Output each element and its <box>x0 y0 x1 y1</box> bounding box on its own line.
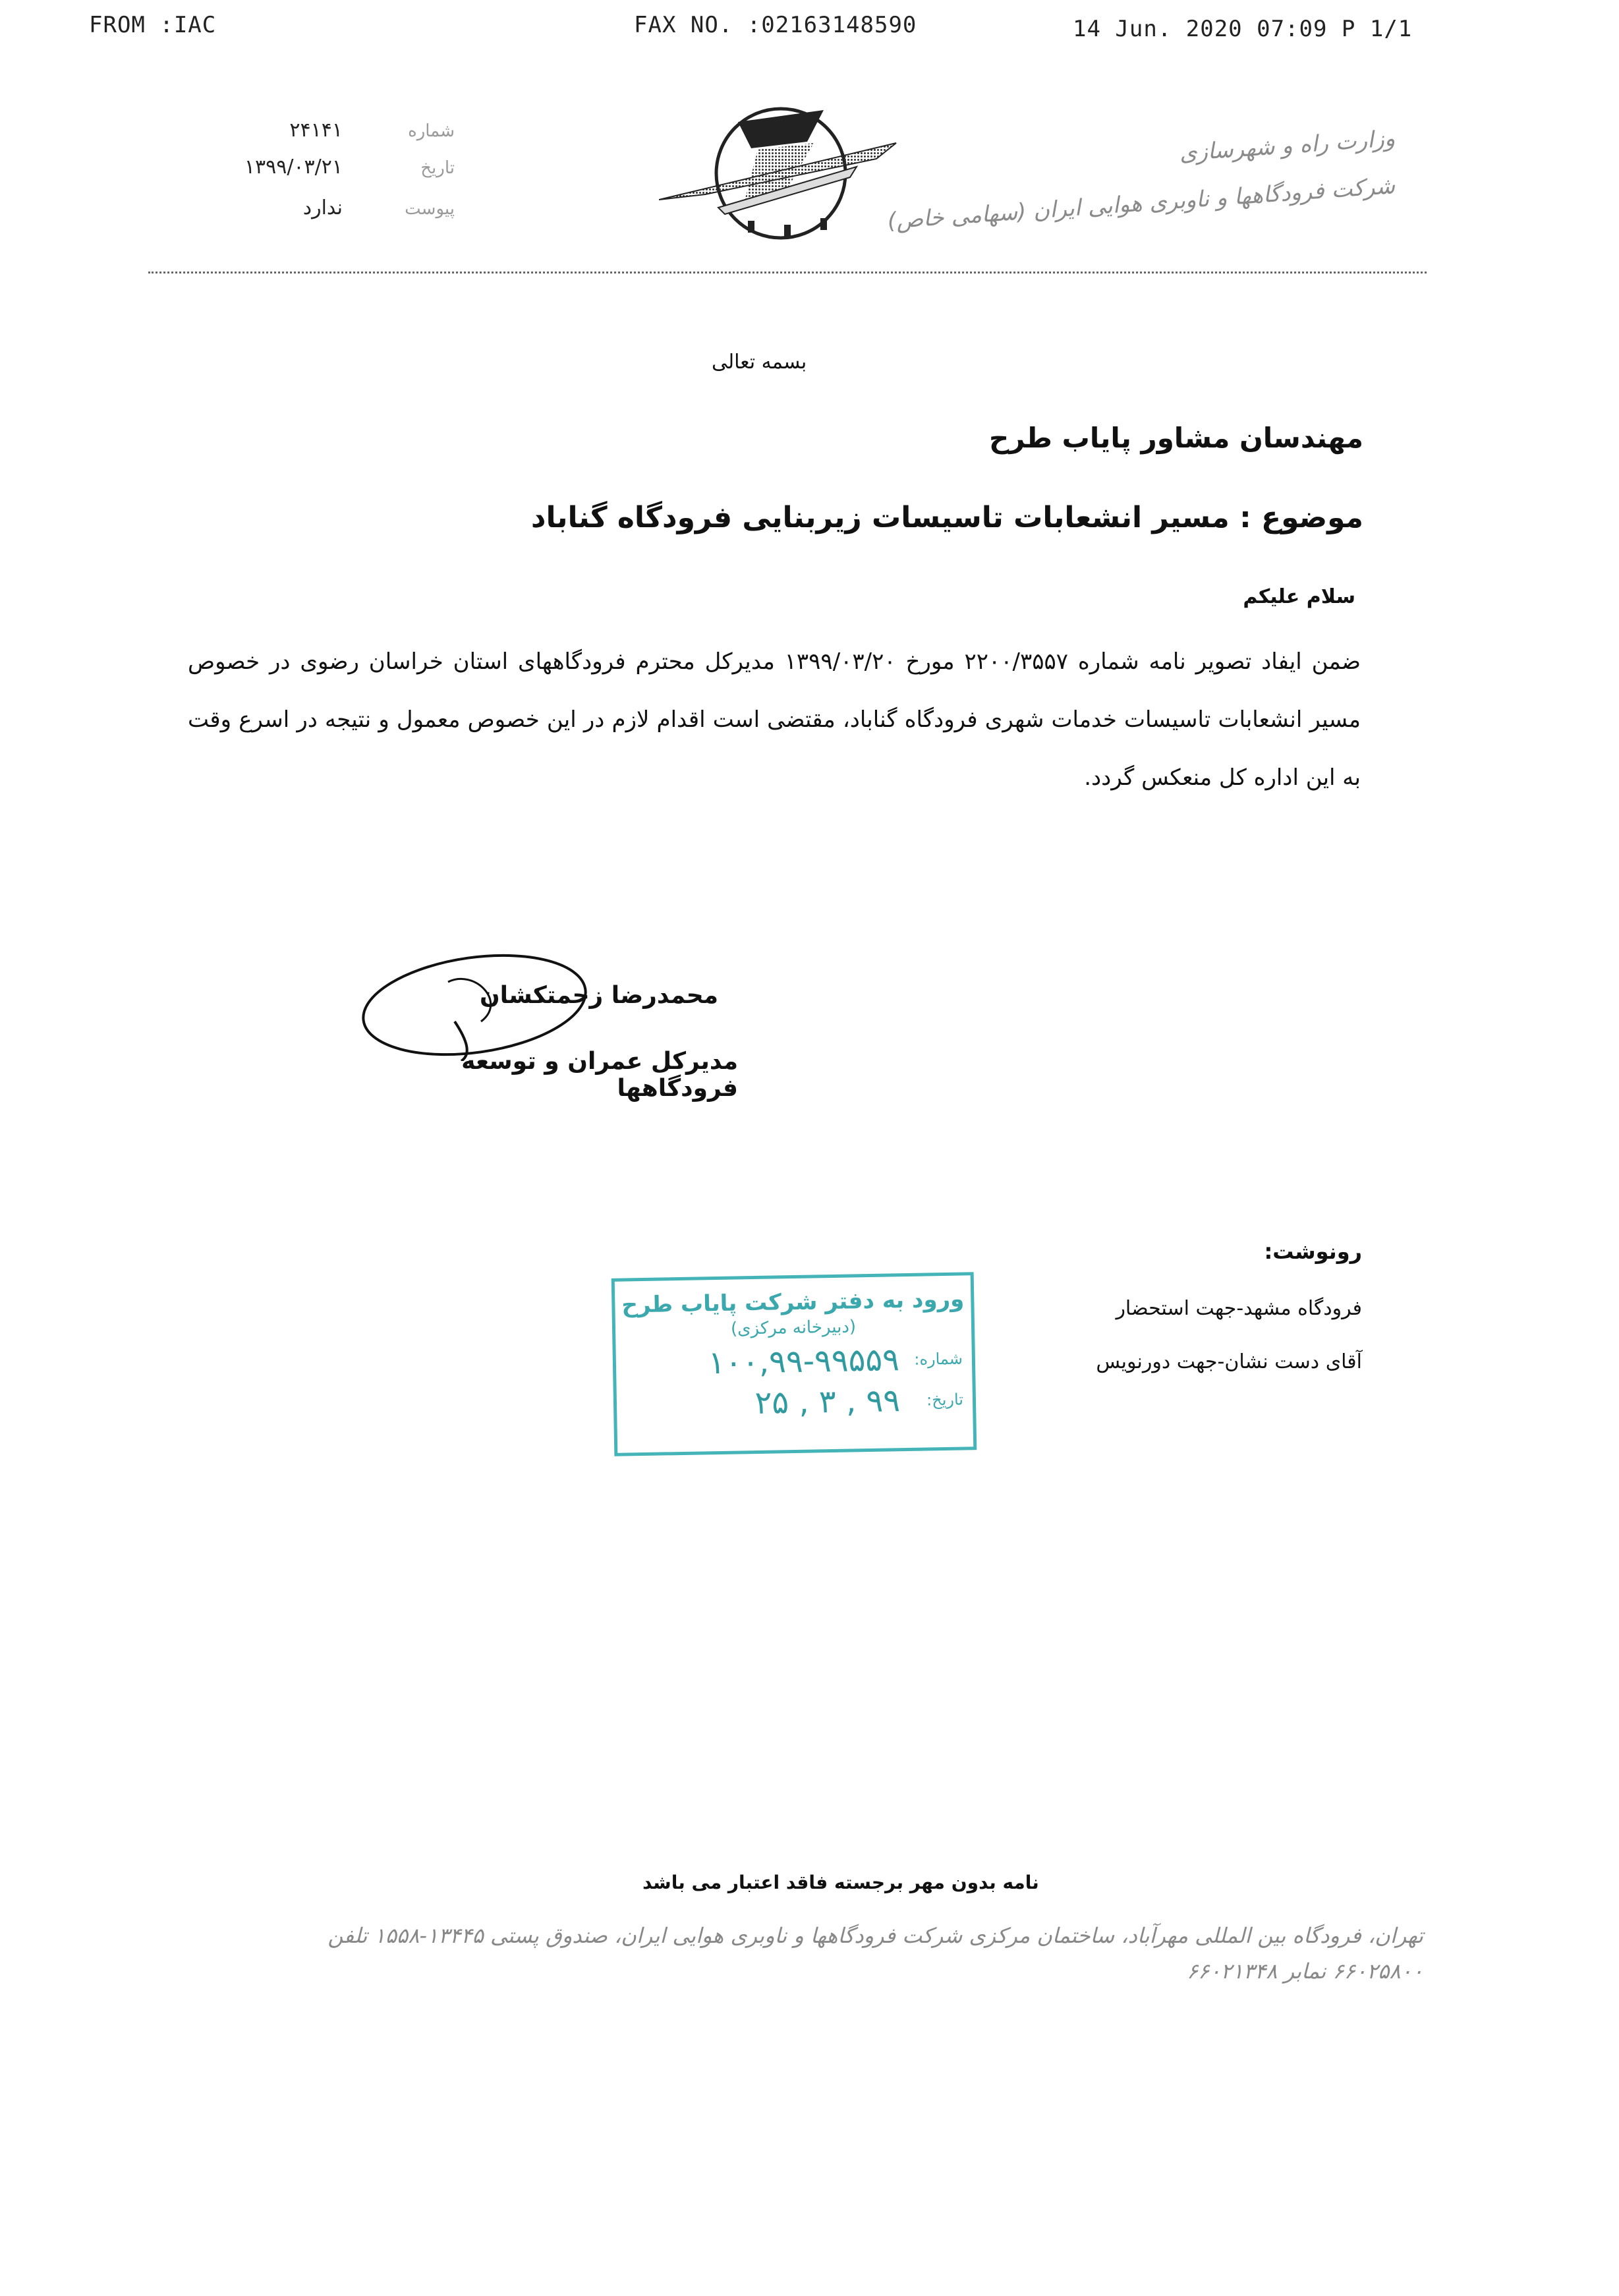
stamp-date-label: تاریخ: <box>926 1390 964 1410</box>
stamp-subtitle: (دبیرخانه مرکزی) <box>730 1317 857 1339</box>
org-ministry: وزارت راه و شهرسازی <box>1178 125 1396 167</box>
letter-greeting: سلام علیکم <box>1243 585 1355 608</box>
header-divider <box>148 272 1427 273</box>
cc-item: فرودگاه مشهد-جهت استحضار <box>1116 1297 1362 1320</box>
airport-company-logo <box>659 96 909 247</box>
letter-number-label: شماره <box>408 121 455 141</box>
letter-date-label: تاریخ <box>420 158 455 178</box>
letter-date: ۱۳۹۹/۰۳/۲۱ <box>244 156 343 179</box>
letter-recipient: مهندسان مشاور پایاب طرح <box>989 422 1363 454</box>
footer-address: تهران، فرودگاه بین المللی مهرآباد، ساختمان مرکزی شرکت فرودگاهها و ناوبری هوایی ایران، صندوق پستی ۱۳۴۴۵-۱۵۵۸ تلفن ۶۶۰۲۵۸۰۰ نمابر ۶۶۰۲۱۳۴۸ <box>327 1923 1423 1984</box>
stamp-number-label: شماره: <box>914 1349 963 1369</box>
letter-number: ۲۴۱۴۱ <box>289 119 343 142</box>
letter-attachment: ندارد <box>302 196 343 219</box>
cc-heading: رونوشت: <box>1264 1239 1362 1264</box>
footer-notice: نامه بدون مهر برجسته فاقد اعتبار می باشد <box>642 1872 1039 1893</box>
fax-number: FAX NO. :02163148590 <box>634 12 917 38</box>
stamp-title: ورود به دفتر شرکت پایاب طرح <box>621 1286 965 1319</box>
signature-block <box>356 942 738 1114</box>
stamp-date: ۹۹ , ۳ , ۲۵ <box>754 1382 901 1422</box>
letter-subject: موضوع : مسیر انشعابات تاسیسات زیربنایی فرودگاه گناباد <box>530 501 1363 534</box>
org-company: شرکت فرودگاهها و ناوبری هوایی ایران (سهامی خاص) <box>886 173 1396 235</box>
stamp-number: ۱۰۰,۹۹-۹۹۵۵۹ <box>708 1341 900 1382</box>
fax-timestamp: 14 Jun. 2020 07:09 P 1/1 <box>1073 16 1413 42</box>
received-stamp <box>611 1272 977 1456</box>
signer-name: محمدرضا زحمتکشان <box>479 982 718 1009</box>
cc-item: آقای دست نشان-جهت دورنویس <box>1096 1350 1362 1373</box>
fax-from: FROM :IAC <box>89 12 217 38</box>
letter-attachment-label: پیوست <box>405 199 455 219</box>
cc-section <box>1033 1239 1362 1373</box>
letter-meta <box>217 119 455 233</box>
bismillah: بسمه تعالی <box>712 351 807 374</box>
signer-title: مدیرکل عمران و توسعه فرودگاهها <box>461 1048 738 1102</box>
letter-body: ضمن ایفاد تصویر نامه شماره ۲۲۰۰/۳۵۵۷ مورخ ۱۳۹۹/۰۳/۲۰ مدیرکل محترم فرودگاههای استان خراسان رضوی در خصوص مسیر انشعابات تاسیسات خدمات شهری فرودگاه گناباد، مقتضی است اقدام لازم در این خصوص معمول و نتیجه در اسرع وقت به این اداره کل منعکس گردد. <box>188 648 1361 791</box>
